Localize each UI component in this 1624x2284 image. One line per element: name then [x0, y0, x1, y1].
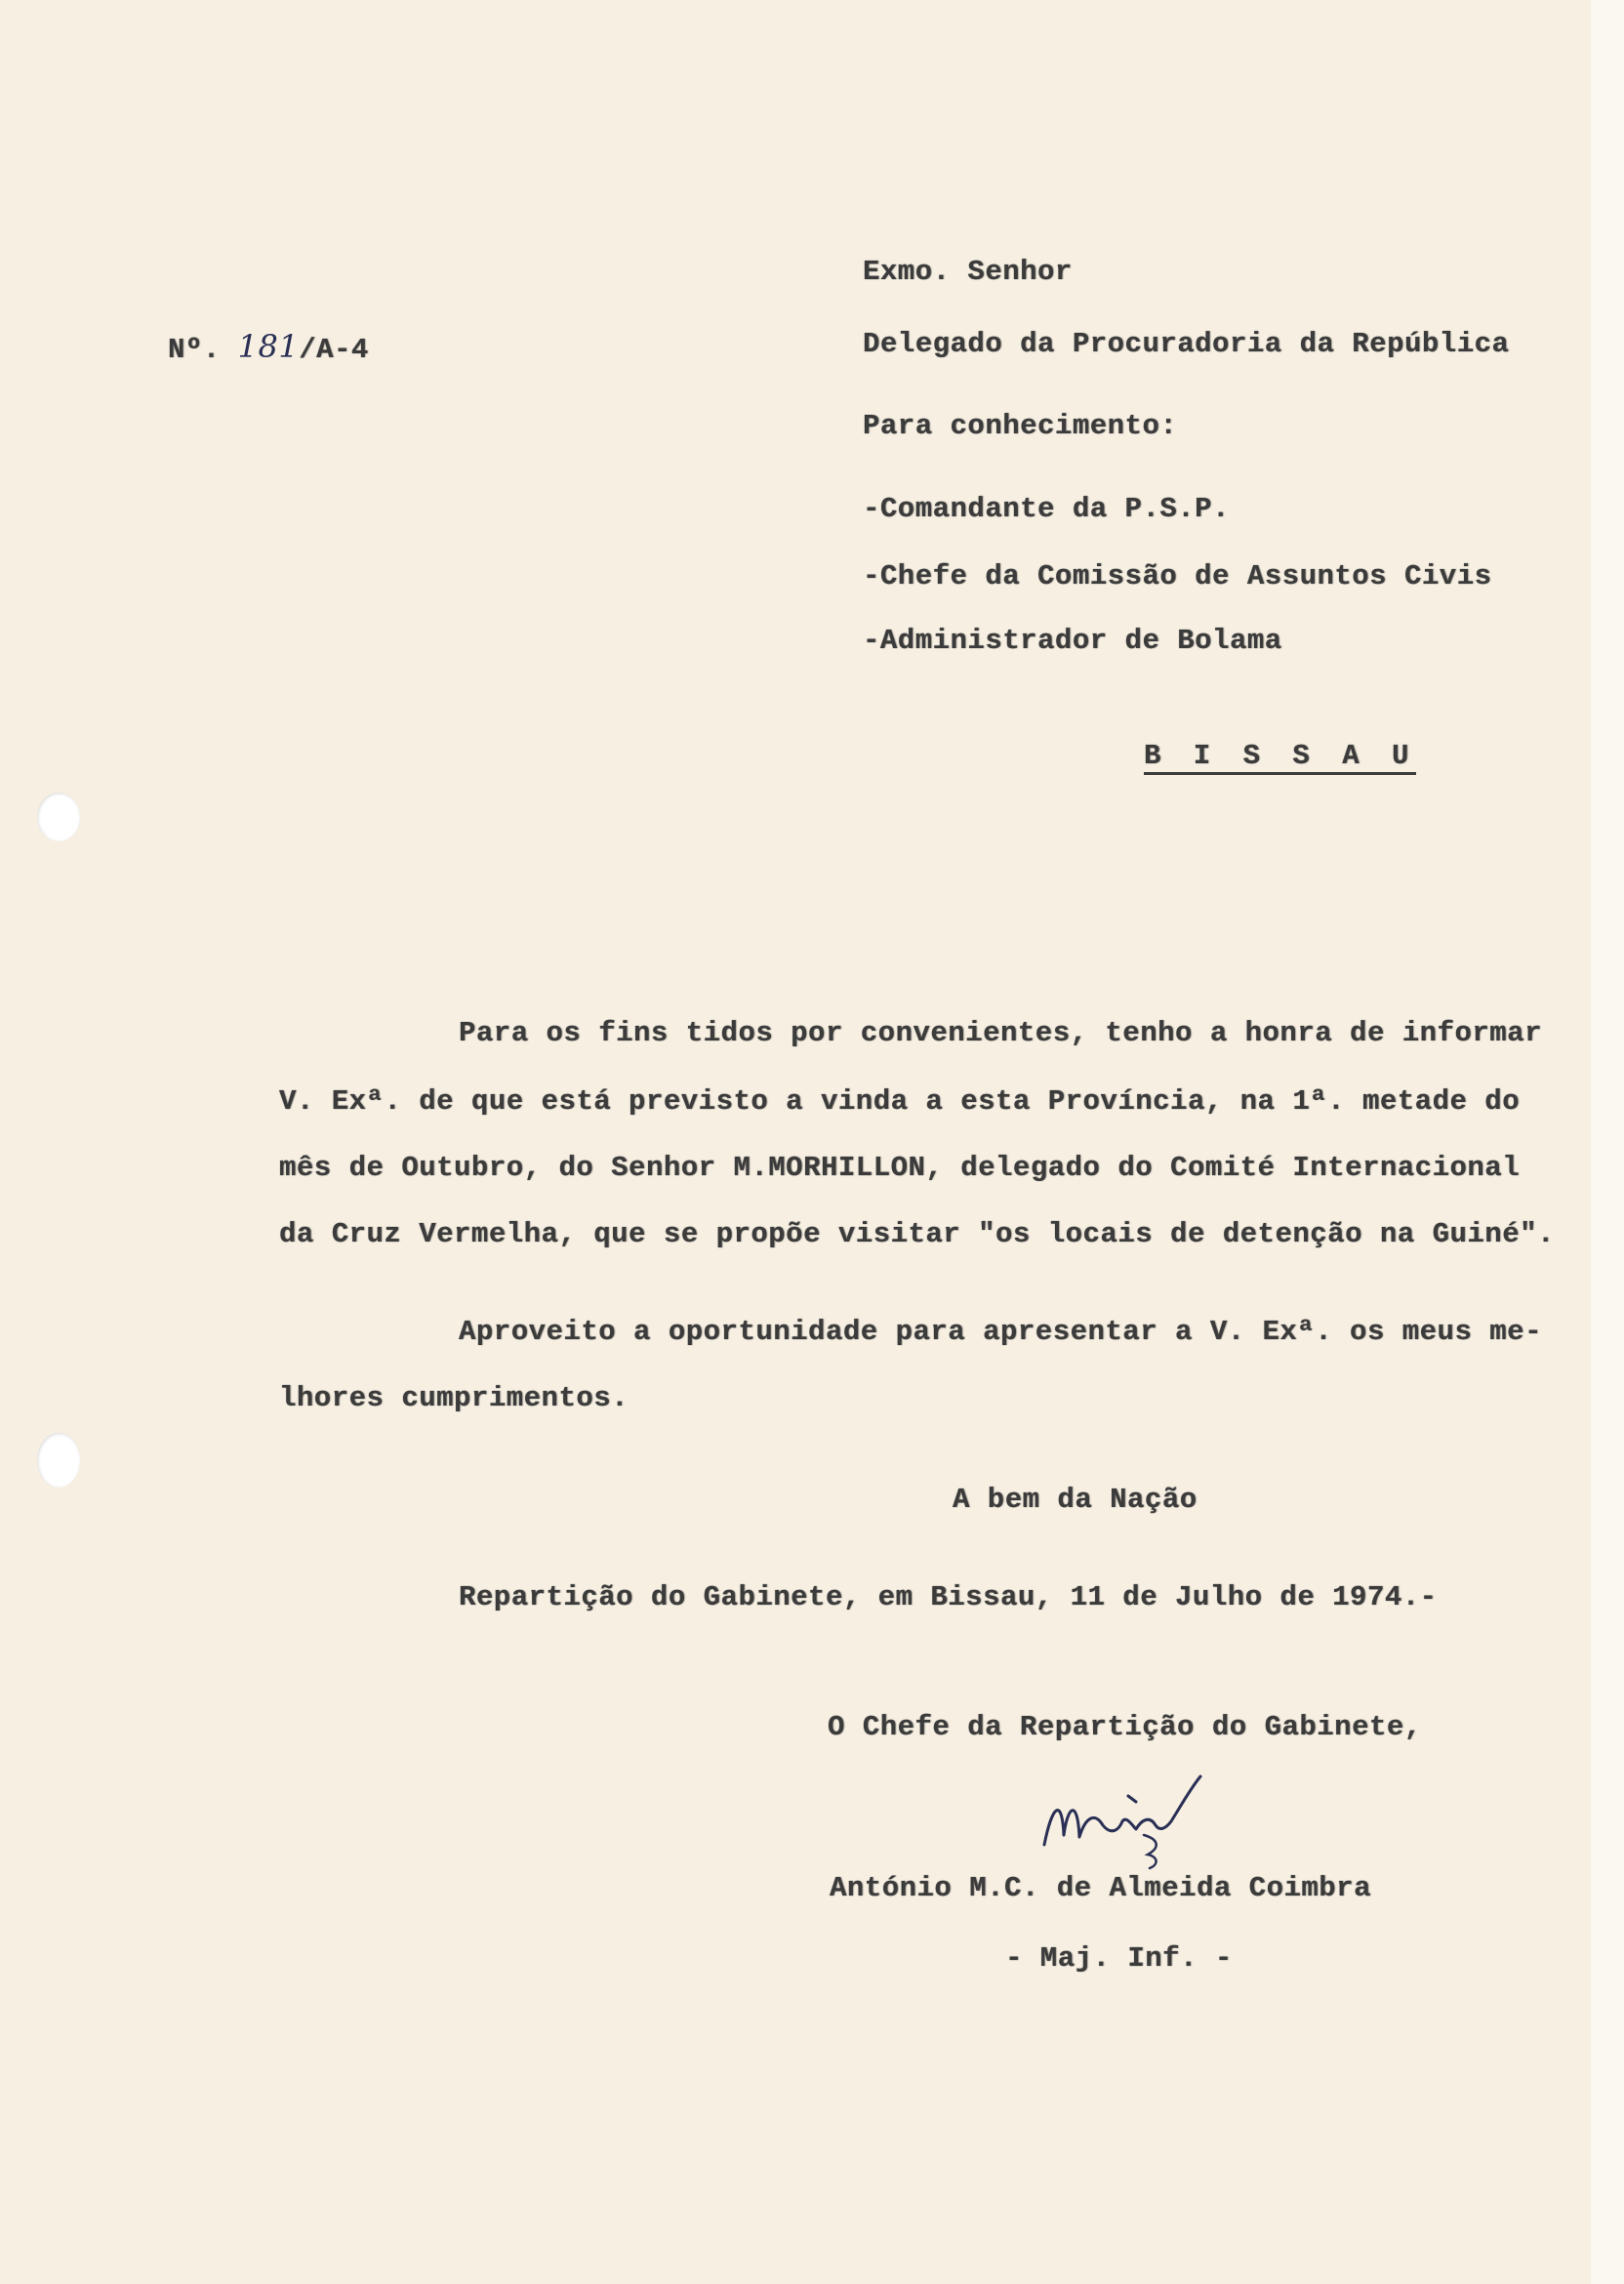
cc-item: -Administrador de Bolama — [863, 625, 1282, 657]
body-line: mês de Outubro, do Senhor M.MORHILLON, delegado do Comité Internacional — [279, 1152, 1521, 1184]
reference-number — [168, 328, 369, 366]
handwritten-signature — [1035, 1767, 1259, 1884]
body-line: Aproveito a oportunidade para apresentar a V. Exª. os meus me- — [459, 1316, 1542, 1348]
closing-motto: A bem da Nação — [953, 1484, 1198, 1516]
reference-handwritten-number: 181 — [237, 328, 300, 365]
reference-suffix: /A-4 — [299, 334, 369, 366]
signatory-rank: - Maj. Inf. - — [1005, 1942, 1233, 1975]
dateline: Repartição do Gabinete, em Bissau, 11 de Julho de 1974.- — [459, 1581, 1438, 1613]
salutation: Exmo. Senhor — [863, 256, 1073, 288]
city-heading: B I S S A U — [1144, 742, 1416, 775]
body-line: V. Exª. de que está previsto a vinda a esta Província, na 1ª. metade do — [279, 1085, 1521, 1118]
cc-label: Para conhecimento: — [863, 410, 1178, 442]
reference-prefix: Nº. — [168, 334, 221, 366]
recipient: Delegado da Procuradoria da República — [863, 328, 1510, 360]
signatory-name: António M.C. de Almeida Coimbra — [830, 1872, 1371, 1904]
cc-item: -Comandante da P.S.P. — [863, 493, 1230, 525]
body-line: lhores cumprimentos. — [279, 1382, 629, 1414]
cc-item: -Chefe da Comissão de Assuntos Civis — [863, 560, 1492, 592]
signatory-title: O Chefe da Repartição do Gabinete, — [828, 1711, 1422, 1743]
body-line: Para os fins tidos por convenientes, tenho a honra de informar — [459, 1017, 1542, 1049]
punch-hole-bottom — [37, 1433, 80, 1488]
punch-hole-top — [37, 793, 80, 841]
body-line: da Cruz Vermelha, que se propõe visitar "os locais de detenção na Guiné". — [279, 1218, 1555, 1250]
